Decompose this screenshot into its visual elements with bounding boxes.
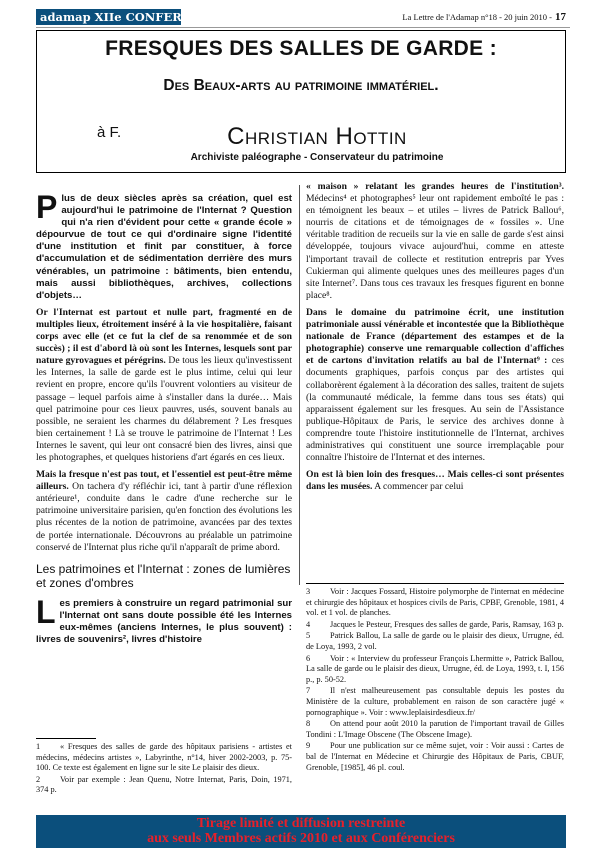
footnotes-left xyxy=(36,738,292,797)
paragraph: Mais la fresque n'est pas tout, et l'essentiel est peut-être même ailleurs. On tachera d'y réfléchir ici, tant à partir d'une réflexion antérieure¹, conduite dans le cadre d'une recherche sur le patrimoine universitaire parisien, qu'en fonction des évolutions les plus récentes de la notion de patrimoine, avancées par des textes de portée internationale. Découvrons au préalable un patrimoine conservé de l'Internat plus riche qu'il n'apparaît de prime abord. xyxy=(36,469,292,553)
footnote: 2 Voir par exemple : Jean Quenu, Notre Internat, Paris, Doin, 1971, 374 p. xyxy=(36,774,292,795)
footnote: 9 Pour une publication sur ce même sujet, voir : Voir aussi : Cartes de bal de l'Internat en Médecine et Chirurgie des Hôpitaux de Paris, CBUF, Grenoble, [1985], 46 pl. coul. xyxy=(306,741,564,772)
banner-line-2: aux seuls Membres actifs 2010 et aux Conférenciers xyxy=(147,831,455,846)
page-number: 17 xyxy=(555,11,566,23)
header-brand-band xyxy=(36,9,219,25)
author-role: Archiviste paléographe - Conservateur du patrimoine xyxy=(190,152,444,163)
title-box xyxy=(36,30,566,173)
banner-line-1: Tirage limité et diffusion restreinte xyxy=(196,816,406,831)
header-issue xyxy=(402,11,566,23)
dedication: à F. xyxy=(97,124,122,141)
article-subtitle: Des Beaux-arts au patrimoine immatériel. xyxy=(163,77,439,94)
header-conference: XIIe CONFERENCE xyxy=(94,10,219,24)
header-rule xyxy=(36,27,570,28)
column-left xyxy=(36,189,292,651)
footnotes-right xyxy=(306,583,564,774)
column-divider xyxy=(299,185,300,585)
paragraph: On est là bien loin des fresques… Mais celles-ci sont présentes dans les musées. A commencer par celui xyxy=(306,469,564,493)
author-name: Christian Hottin xyxy=(227,123,407,150)
issue-text: La Lettre de l'Adamap n°18 - 20 juin 2010 - xyxy=(402,12,552,22)
paragraph: « maison » relatant les grandes heures de l'institution³. Médecins⁴ et photographes⁵ leur ont rapidement emboîté le pas : en témoignent les beaux – et utiles – livres de Patrick Ballou⁶, nourris de citations et de témoignages de « fossiles ». Une véritable tradition de recueils sur la vie en salle de garde s'est ainsi développée, toujours vivace aujourd'hui, comme en atteste l'important travail de collecte et restitution entrepris par Yves Cukierman qui alimente quelques unes des meilleures pages d'un site Internet⁷. Dans tous ces travaux les fresques figurent en bonne place⁸. xyxy=(306,181,564,301)
paragraph: Or l'Internat est partout et nulle part, fragmenté en de multiples lieux, étroitement inséré à la vie hospitalière, faisant corps avec elle (et ce fut la clef de sa renommée et de son succès) ; il est d'abord là où sont les Internes, lesquels sont par nature gyrovagues et pérégrins. De tous les lieux qu'investissent les Internes, la salle de garde est le plus intime, celui qui leur revient en propre, encore qu'ils l'ouvrent volontiers au visiteur de passage – lequel parfois aime à s'installer dans la durée… Mais quel patrimoine pour ces lieux pauvres, usés, souvent banals au possible, ne seraient les charmes du délabrement ? Les fresques bien certainement ! Là se trouve le patrimoine de l'Internat ! Les Internes le savent, qui leur ont consacré bien des livres, ainsi que les photographes, et quelques historiens d'art égarés en ces lieux. xyxy=(36,306,292,463)
footnote: 7 Il n'est malheureusement pas consultable depuis les postes du Ministère de la culture, probablement en raison de son caractère jugé « pornographique ». Voir : www.leplaisirdesdieux.fr/ xyxy=(306,686,564,717)
footnote: 4 Jacques le Pesteur, Fresques des salles de garde, Paris, Ramsay, 163 p. xyxy=(306,619,564,629)
footnote: 1 « Fresques des salles de garde des hôpitaux parisiens - artistes et médecins, médecins artistes », Labyrinthe, n°14, hiver 2002-2003, p. 75-100. Ce texte est également en ligne sur le site Le plaisir des dieux. xyxy=(36,742,292,773)
footnote-rule xyxy=(36,738,96,739)
column-right xyxy=(306,181,564,498)
section-heading: Les patrimoines et l'Internat : zones de lumières et zones d'ombres xyxy=(36,561,291,590)
footnote: 8 On attend pour août 2010 la parution de l'important travail de Gilles Tondini : L'Image Obscene (The Obscene Image). xyxy=(306,719,564,739)
article-title: FRESQUES DES SALLES DE GARDE : xyxy=(105,37,497,60)
drop-cap: P xyxy=(36,189,58,225)
distribution-banner xyxy=(36,815,566,848)
footnote: 5 Patrick Ballou, La salle de garde ou le plaisir des dieux, Urrugne, éd. de Loya, 1993, 2 vol. xyxy=(306,631,564,651)
header-brand: adamap XIIe CONFERENCE xyxy=(40,10,219,24)
lead-paragraph: Plus de deux siècles après sa création, quel est aujourd'hui le patrimoine de l'Internat ? Question qui n'a rien d'évident pour cette « grande école » dépourvue de tout ce qui d'ordinaire signe l'identité d'une institution et finit par constituer, à force d'accumulation et de sédimentation derrière des murs vénérables, un patrimoine : bâtiments, bien entendu, mais aussi bibliothèques, archives, collections d'objets… xyxy=(36,189,292,301)
section-lead-paragraph: Les premiers à construire un regard patrimonial sur l'Internat ont sans doute possible été les Internes eux-mêmes (anciens Internes, le plus souvent) : livres de souvenirs², livres d'histoire xyxy=(36,593,292,645)
footnote: 3 Voir : Jacques Fossard, Histoire polymorphe de l'internat en médecine et chirurgie des hôpitaux et hospices civils de Paris, CPBF, Grenoble, 1981, 4 vol. et 1 vol. de planches. xyxy=(306,587,564,618)
paragraph: Dans le domaine du patrimoine écrit, une institution patrimoniale aussi vénérable et incontestée que la Bibliothèque nationale de France (département des estampes et de la photographie) conserve une remarquable collection d'affiches et de cartons d'invitation relatifs au bal de l'Internat⁹ : ces documents graphiques, parfois conçus par des artistes qui collaborèrent également à la décoration des salles, traitent de sujets (la communauté médicale, la femme dans tous ses états) qui apparaissent également sur les fresques. Au sein de l'Assistance publique-Hôpitaux de Paris, le service des archives donne à comprendre toute l'histoire institutionnelle de l'Internat, archives administratives qui constituent une source irremplaçable pour connaître l'histoire de l'Internat et des internes. xyxy=(306,306,564,464)
footnote: 6 Voir : « Interview du professeur François Lhermitte », Patrick Ballou, La salle de garde ou le plaisir des dieux, Urrugne, éd. de Loya, 1993, t. I, 156 p., p. 50-52. xyxy=(306,653,564,684)
drop-cap: L xyxy=(36,593,56,630)
